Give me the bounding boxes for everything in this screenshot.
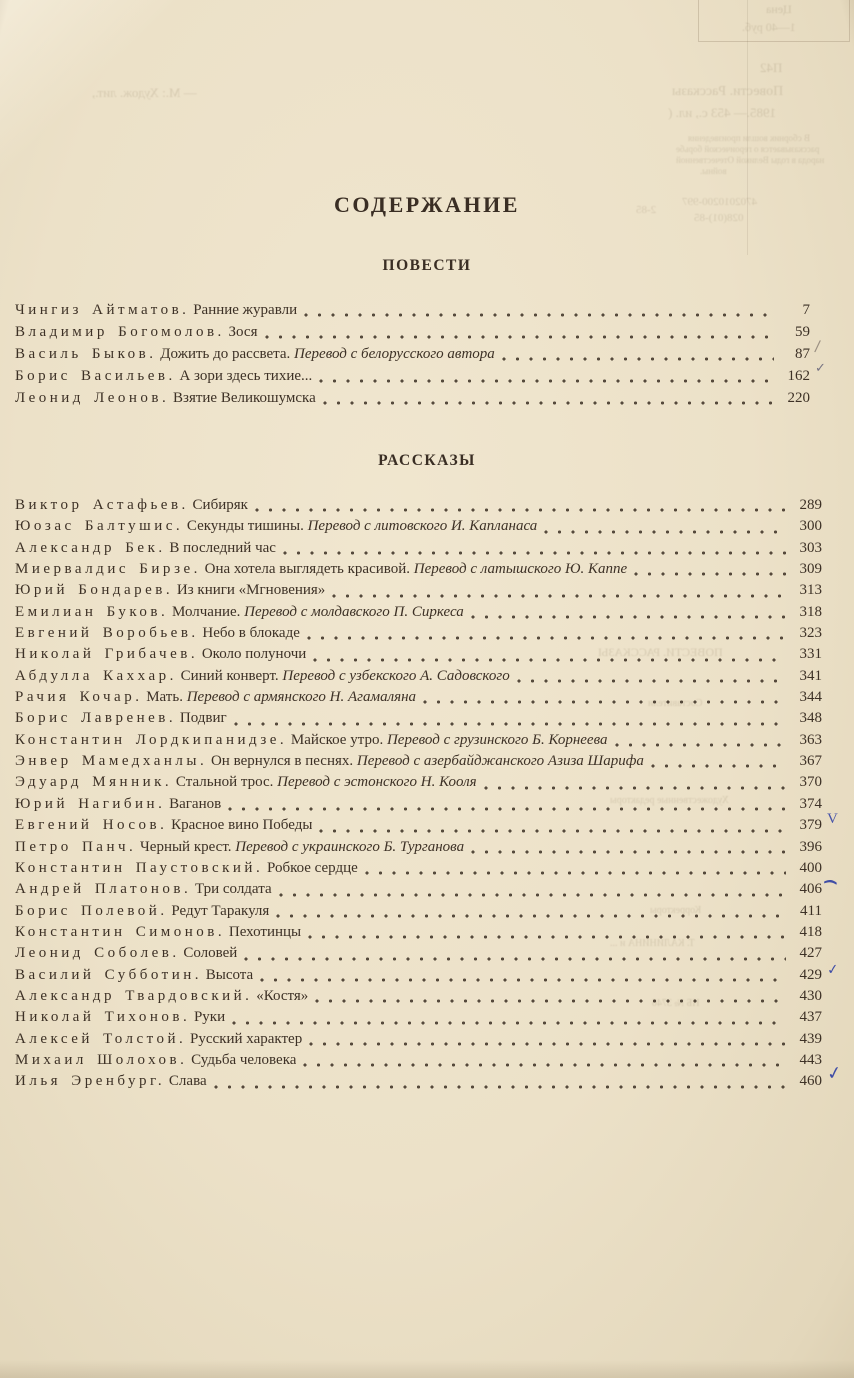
entry-text [15, 815, 312, 836]
toc-entry [0, 811, 838, 836]
entry-translation: Перевод с узбекского А. Садовского [278, 667, 510, 684]
entry-text [15, 602, 464, 623]
toc-entry [0, 321, 810, 343]
dot-leader [517, 679, 786, 683]
entry-author: Михаил Шолохов. [15, 1051, 188, 1068]
entry-title: Дожить до рассвета. [156, 346, 291, 362]
entry-page-number: 367 [799, 753, 822, 770]
entry-page [792, 837, 822, 858]
dot-leader [332, 594, 786, 598]
entry-page [792, 708, 822, 729]
dot-leader [304, 313, 774, 317]
dot-leader [214, 1085, 786, 1089]
entry-title: Ранние журавли [189, 302, 298, 318]
entry-author: Эдуард Мянник. [15, 774, 173, 791]
dot-leader [276, 914, 786, 918]
entry-page-number: 460 [799, 1073, 822, 1090]
entry-title: Секунды тишины. [183, 518, 304, 535]
toc-entry [0, 559, 822, 580]
entry-page [792, 943, 822, 964]
dot-leader [309, 1042, 786, 1046]
dot-leader [260, 978, 786, 982]
entry-page [792, 559, 822, 580]
entry-text [15, 516, 537, 537]
entry-page [792, 730, 822, 751]
entry-text [15, 321, 258, 343]
toc-entry [0, 772, 822, 793]
entry-title: Три солдата [191, 881, 272, 898]
dot-leader [471, 615, 786, 619]
dot-leader [234, 722, 786, 726]
entry-text [15, 986, 308, 1007]
entry-author: Николай Грибачев. [15, 646, 199, 663]
entry-title: Около полуночи [198, 646, 307, 663]
entry-author: Абдулла Каххар. [15, 667, 177, 684]
entry-translation: Перевод с молдавского П. Сиркеса [240, 603, 464, 620]
entry-page [792, 1007, 822, 1028]
bleedthrough-text: ПОВЕСТИ. РАССКАЗЫ [598, 645, 723, 659]
entry-title: Сибиряк [188, 497, 248, 513]
entry-text [15, 299, 297, 321]
dot-leader [323, 401, 774, 405]
entry-title: Стальной трос. [172, 774, 274, 791]
entry-translation: Перевод с латышского Ю. Каппе [410, 561, 628, 578]
entry-page-number: 59 [795, 324, 810, 340]
entry-page [792, 580, 822, 601]
entry-page-number: 443 [799, 1051, 822, 1068]
dot-leader [502, 357, 774, 361]
entry-author: Емилиан Буков. [15, 603, 169, 620]
toc-section-novellas [0, 299, 854, 409]
entry-title: Ваганов [165, 795, 222, 812]
bleedthrough-text: войны. [700, 166, 727, 176]
entry-title: Она хотела выглядеть красивой. [200, 561, 411, 578]
bleedthrough-text: 1—40 руб. [742, 20, 796, 34]
entry-page [792, 538, 822, 559]
entry-title: Робкое сердце [263, 859, 358, 876]
entry-translation: Перевод с украинского Б. Турганова [231, 838, 465, 855]
bleedthrough-text: народа в годы Великой Отечественной [676, 155, 825, 165]
entry-title: Слава [165, 1073, 207, 1090]
dot-leader [303, 1063, 786, 1067]
entry-translation: Перевод с армянского Н. Агамаляна [182, 689, 417, 706]
dot-leader [283, 551, 786, 555]
entry-author: Борис Полевой. [15, 902, 168, 919]
toc-entry [0, 1007, 822, 1028]
bleedthrough-text: Повести. Рассказы [672, 84, 784, 99]
entry-page-number: 323 [799, 625, 822, 642]
dot-leader [265, 335, 775, 339]
entry-title: Черный крест. [136, 838, 232, 855]
bleedthrough-text: Художественные редакторы [610, 795, 729, 806]
toc-entry [0, 580, 822, 601]
entry-translation: Перевод с белорусского автора [290, 346, 495, 362]
entry-author: Николай Тихонов. [15, 1009, 191, 1026]
toc-entry [0, 1050, 822, 1071]
dot-leader [308, 935, 786, 939]
dot-leader [544, 530, 786, 534]
entry-text [15, 365, 312, 387]
entry-page-number: 309 [799, 561, 822, 578]
dot-leader [313, 658, 786, 662]
entry-author: Илья Эренбург. [15, 1073, 166, 1090]
entry-author: Василий Субботин. [15, 966, 202, 983]
bleedthrough-text: — М.: Худож. лит., [92, 85, 197, 100]
entry-page-number: 396 [799, 838, 822, 855]
bleedthrough-price-box [698, 0, 850, 42]
margin-mark-blue-check: ✓ [826, 960, 840, 979]
entry-text [15, 343, 495, 365]
entry-page-number: 7 [802, 302, 810, 318]
entry-page [780, 299, 810, 321]
entry-page [780, 321, 810, 343]
entry-title: Небо в блокаде [198, 625, 300, 642]
entry-page-number: 429 [799, 966, 822, 983]
entry-author: Константин Симонов. [15, 923, 226, 940]
entry-title: Красное вино Победы [167, 817, 313, 834]
entry-author: Евгений Воробьев. [15, 625, 199, 642]
entry-page [792, 1029, 822, 1050]
dot-leader [615, 743, 787, 747]
entry-text [15, 943, 237, 964]
dot-leader [423, 700, 786, 704]
section-heading-stories: РАССКАЗЫ [378, 452, 476, 469]
entry-translation: Перевод с азербайджанского Азиза Шарифа [353, 753, 644, 770]
entry-author: Петро Панч. [15, 838, 137, 855]
dot-leader [307, 636, 786, 640]
entry-page-number: 370 [799, 774, 822, 791]
toc-entry [0, 361, 826, 387]
entry-page-number: 418 [799, 923, 822, 940]
dot-leader [471, 850, 786, 854]
entry-text [15, 730, 608, 751]
entry-author: Рачия Кочар. [15, 689, 143, 706]
toc-entry [0, 623, 822, 644]
toc-entry [0, 858, 822, 879]
dot-leader [484, 786, 786, 790]
toc-entry [0, 878, 839, 900]
entry-text [15, 666, 510, 687]
entry-title: Соловей [179, 945, 238, 962]
toc-entry [0, 1062, 844, 1092]
entry-page [792, 602, 822, 623]
entry-text [15, 751, 644, 772]
entry-translation: Перевод с литовского И. Капланаса [303, 518, 538, 535]
entry-page-number: 220 [787, 390, 810, 406]
entry-text [15, 837, 464, 858]
entry-page [792, 772, 822, 793]
entry-page-number: 363 [799, 731, 822, 748]
toc-entry [0, 666, 822, 687]
margin-mark-blue-check-big: ✓ [825, 1062, 844, 1086]
dot-leader [651, 764, 786, 768]
dot-leader [319, 379, 774, 383]
entry-text [15, 708, 227, 729]
bleedthrough-text: 4702010200-997 [682, 196, 758, 208]
entry-title: «Костя» [252, 987, 309, 1004]
entry-title: Майское утро. [287, 731, 384, 748]
entry-author: Юрий Бондарев. [15, 582, 174, 599]
entry-page-number: 400 [799, 859, 822, 876]
dot-leader [232, 1021, 786, 1025]
toc-entry [0, 299, 810, 321]
entry-page [792, 1062, 844, 1092]
bleedthrough-text: В сборник вошли произведения [688, 133, 810, 143]
entry-author: Алексей Толстой. [15, 1030, 187, 1047]
toc-entry [0, 336, 822, 365]
dot-leader [279, 893, 786, 897]
entry-page-number: 379 [799, 817, 822, 834]
entry-author: Евгений Носов. [15, 817, 168, 834]
dot-leader [244, 957, 786, 961]
dot-leader [228, 807, 786, 811]
toc-entry [0, 986, 822, 1007]
entry-text [15, 1029, 302, 1050]
toc-entry [0, 516, 822, 537]
entry-author: Юрий Нагибин. [15, 795, 166, 812]
entry-page [792, 922, 822, 943]
entry-text [15, 1007, 225, 1028]
dot-leader [365, 871, 786, 875]
entry-text [15, 559, 627, 580]
entry-page [792, 751, 822, 772]
entry-page-number: 437 [799, 1009, 822, 1026]
entry-page-number: 162 [787, 368, 810, 384]
entry-page-number: 87 [795, 346, 810, 362]
entry-title: Судьба человека [187, 1051, 297, 1068]
entry-text [15, 794, 221, 815]
margin-mark-blue-arc: ( [821, 878, 839, 887]
entry-translation: Перевод с грузинского Б. Корнеева [383, 731, 608, 748]
entry-title: Зося [224, 324, 258, 340]
entry-page-number: 427 [799, 945, 822, 962]
entry-author: Александр Бек. [15, 539, 166, 556]
entry-text [15, 387, 316, 409]
entry-text [15, 495, 248, 516]
toc-entry [0, 602, 822, 623]
entry-title: Он вернулся в песнях. [207, 753, 354, 770]
entry-page [780, 336, 822, 365]
toc-entry [0, 1029, 822, 1050]
entry-text [15, 1050, 296, 1071]
entry-title: В последний час [165, 539, 276, 556]
entry-title: А зори здесь тихие... [175, 368, 313, 384]
entry-author: Юозас Балтушис. [15, 518, 184, 535]
entry-title: Редут Таракуля [167, 902, 270, 919]
entry-text [15, 879, 272, 900]
bleedthrough-text: 2-85 [636, 204, 657, 216]
entry-page [792, 960, 840, 986]
entry-page-number: 341 [799, 667, 822, 684]
entry-title: Синий конверт. [176, 667, 279, 684]
entry-title: Руки [190, 1009, 226, 1026]
entry-author: Леонид Леонов. [15, 390, 170, 406]
toc-entry [0, 708, 822, 729]
entry-title: Мать. [142, 689, 183, 706]
entry-author: Энвер Мамедханлы. [15, 753, 208, 770]
entry-text [15, 772, 477, 793]
entry-page [792, 878, 839, 900]
toc-entry [0, 901, 822, 922]
entry-text [15, 965, 253, 986]
entry-page [780, 361, 826, 387]
entry-page [792, 687, 822, 708]
entry-text [15, 687, 416, 708]
dot-leader [319, 829, 786, 833]
entry-page [792, 516, 822, 537]
toc-entry [0, 960, 840, 986]
entry-text [15, 858, 358, 879]
entry-page [792, 901, 822, 922]
toc-entry [0, 387, 810, 409]
entry-author: Александр Твардовский. [15, 987, 253, 1004]
entry-page-number: 374 [799, 795, 822, 812]
entry-page [780, 387, 810, 409]
margin-mark-pencil-slash: / [813, 336, 822, 356]
entry-page-number: 303 [799, 539, 822, 556]
entry-author: Миервалдис Бирзе. [15, 561, 201, 578]
section-heading-novellas: ПОВЕСТИ [382, 257, 472, 274]
entry-title: Русский характер [186, 1030, 303, 1047]
entry-page-number: 344 [799, 689, 822, 706]
entry-page-number: 411 [800, 902, 822, 919]
entry-page-number: 300 [799, 518, 822, 535]
entry-text [15, 901, 269, 922]
entry-page-number: 439 [799, 1030, 822, 1047]
entry-title: Из книги «Мгновения» [173, 582, 326, 599]
entry-translation: Перевод с эстонского Н. Кооля [273, 774, 477, 791]
margin-mark-pencil-check: ✓ [815, 361, 826, 376]
entry-page-number: 331 [799, 646, 822, 663]
entry-title: Высота [202, 966, 254, 983]
entry-title: Взятие Великошумска [169, 390, 316, 406]
entry-author: Владимир Богомолов. [15, 324, 225, 340]
toc-entry [0, 943, 822, 964]
entry-author: Виктор Астафьев. [15, 497, 189, 513]
margin-mark-blue-v: V [827, 811, 838, 828]
entry-page [792, 858, 822, 879]
toc-entry [0, 538, 822, 559]
page-title: СОДЕРЖАНИЕ [334, 192, 520, 217]
toc-entry [0, 922, 822, 943]
paper-crease [0, 0, 200, 200]
entry-author: Борис Васильев. [15, 368, 176, 384]
entry-page [792, 986, 822, 1007]
entry-text [15, 623, 300, 644]
toc-entry [0, 495, 822, 516]
entry-page-number: 348 [799, 710, 822, 727]
bleedthrough-text: НБ № 3746 [652, 998, 700, 1009]
entry-page [792, 811, 838, 836]
bleedthrough-text: 028(01)-85 [694, 212, 744, 224]
entry-author: Борис Лавренев. [15, 710, 177, 727]
bleedthrough-text: Цена [766, 2, 792, 16]
entry-author: Андрей Платонов. [15, 881, 192, 898]
entry-author: Константин Паустовский. [15, 859, 264, 876]
entry-author: Василь Быков. [15, 346, 157, 362]
toc-entry [0, 730, 822, 751]
entry-page [792, 1050, 822, 1071]
toc-entry [0, 751, 822, 772]
entry-page [792, 794, 822, 815]
toc-entry [0, 644, 822, 665]
entry-title: Пехотинцы [225, 923, 302, 940]
dot-leader [255, 508, 786, 512]
entry-page-number: 289 [799, 497, 822, 513]
bleedthrough-text: рассказывается о героической борьбе [676, 144, 820, 154]
entry-author: Чингиз Айтматов. [15, 302, 190, 318]
entry-text [15, 538, 276, 559]
entry-page-number: 406 [799, 881, 822, 898]
toc-entry [0, 794, 822, 815]
entry-text [15, 644, 306, 665]
toc-section-stories [0, 495, 854, 1093]
entry-author: Леонид Соболев. [15, 945, 180, 962]
toc-entry [0, 687, 822, 708]
entry-title: Молчание. [168, 603, 241, 620]
entry-page [792, 623, 822, 644]
entry-author: Константин Лордкипанидзе. [15, 731, 288, 748]
entry-text [15, 580, 325, 601]
bleedthrough-text: 1985.— 453 с., ил. ( [668, 105, 777, 120]
bleedthrough-text: П42 [760, 60, 783, 75]
entry-page-number: 430 [799, 987, 822, 1004]
entry-page-number: 318 [799, 603, 822, 620]
entry-text [15, 922, 301, 943]
entry-page [792, 666, 822, 687]
entry-title: Подвиг [176, 710, 227, 727]
bleedthrough-text: Т. КАЛИНИНА и ... [610, 938, 695, 949]
entry-text [15, 1071, 207, 1092]
entry-page [792, 644, 822, 665]
entry-page-number: 313 [799, 582, 822, 599]
dot-leader [634, 572, 786, 576]
bleedthrough-text: Корректоры [650, 905, 702, 916]
entry-page [792, 495, 822, 516]
dot-leader [315, 999, 786, 1003]
toc-entry [0, 837, 822, 858]
